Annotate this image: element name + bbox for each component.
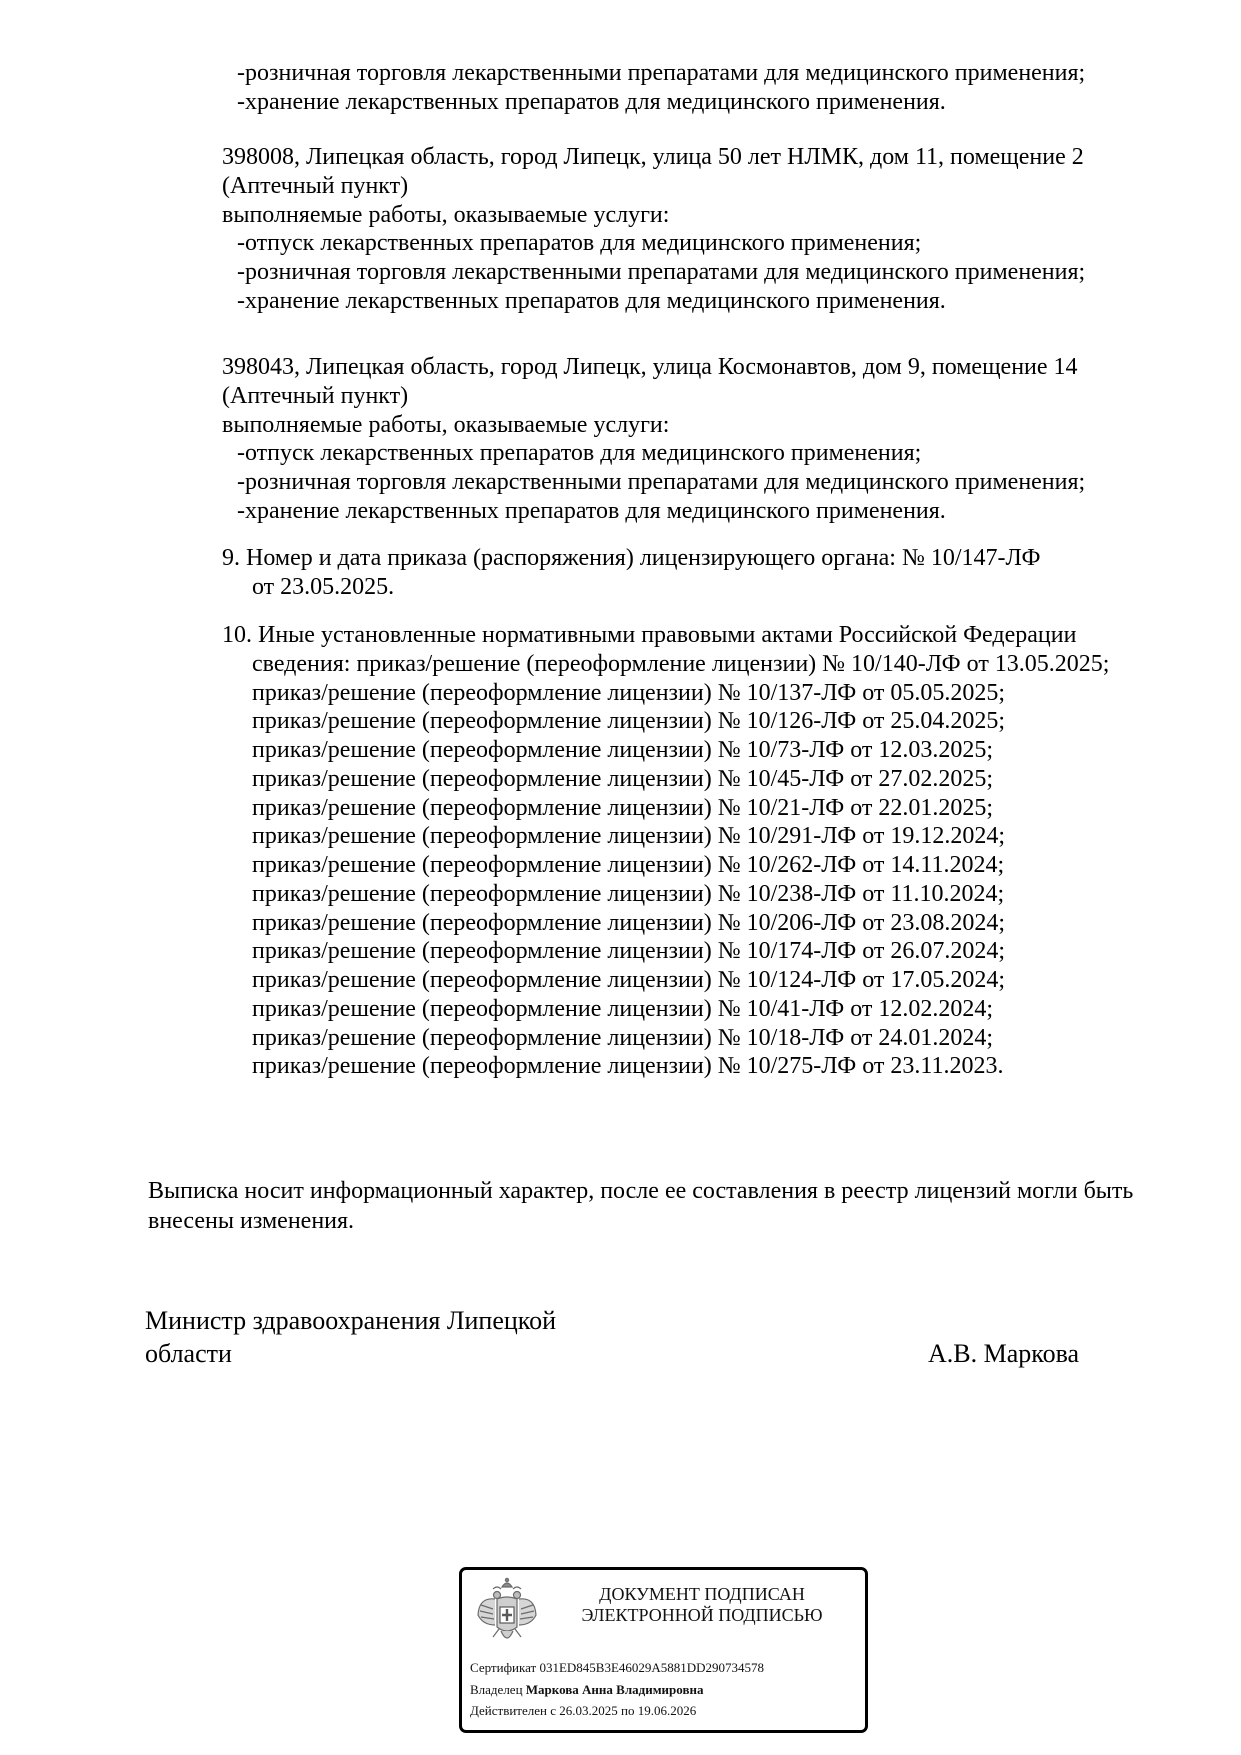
- order-item: приказ/решение (переоформление лицензии) № 10/124-ЛФ от 17.05.2024;: [252, 967, 1006, 993]
- order-item: приказ/решение (переоформление лицензии) № 10/291-ЛФ от 19.12.2024;: [252, 823, 1006, 850]
- stamp-details: [470, 1657, 764, 1722]
- address-block-1: [222, 143, 1085, 316]
- owner-label: Владелец: [470, 1681, 523, 1697]
- item-9-order-number: [222, 544, 1040, 602]
- order-item: приказ/решение (переоформление лицензии) № 10/238-ЛФ от 11.10.2024;: [252, 880, 1005, 907]
- address-type: (Аптечный пункт): [222, 382, 409, 409]
- item-10-line-1: 10. Иные установленные нормативными правовыми актами Российской Федерации: [222, 622, 1077, 648]
- order-item: приказ/решение (переоформление лицензии) № 10/262-ЛФ от 14.11.2024;: [252, 852, 1005, 878]
- item-9-line-2: от 23.05.2025.: [252, 573, 395, 600]
- service-item: -розничная торговля лекарственными препаратами для медицинского применения;: [237, 469, 1086, 495]
- address-block-2: [222, 353, 1085, 526]
- position-line-2: области: [145, 1339, 232, 1368]
- service-item: -отпуск лекарственных препаратов для медицинского применения;: [237, 440, 922, 467]
- order-item: приказ/решение (переоформление лицензии) № 10/275-ЛФ от 23.11.2023.: [252, 1053, 1004, 1080]
- service-item: -хранение лекарственных препаратов для медицинского применения.: [237, 287, 946, 314]
- item-10-other-info: [222, 621, 1109, 1081]
- stamp-title-line-2: ЭЛЕКТРОННОЙ ПОДПИСЬЮ: [581, 1605, 823, 1625]
- certificate-row: [470, 1657, 764, 1679]
- order-item: приказ/решение (переоформление лицензии) № 10/41-ЛФ от 12.02.2024;: [252, 995, 994, 1022]
- address-type: (Аптечный пункт): [222, 172, 409, 199]
- service-item: -хранение лекарственных препаратов для медицинского применения.: [237, 497, 946, 524]
- disclaimer-line-1: Выписка носит информационный характер, после ее составления в реестр лицензий могли быть: [148, 1178, 1134, 1204]
- order-item: приказ/решение (переоформление лицензии) № 10/73-ЛФ от 12.03.2025;: [252, 737, 994, 763]
- stamp-title-line-1: ДОКУМЕНТ ПОДПИСАН: [599, 1584, 805, 1604]
- address-text: 398043, Липецкая область, город Липецк, улица Космонавтов, дом 9, помещение 14: [222, 354, 1078, 380]
- services-label: выполняемые работы, оказываемые услуги:: [222, 411, 670, 438]
- disclaimer: [148, 1176, 1133, 1236]
- stamp-title: [557, 1584, 847, 1626]
- e-signature-stamp: [459, 1567, 868, 1733]
- disclaimer-line-2: внесены изменения.: [148, 1208, 355, 1234]
- service-item: -розничная торговля лекарственными препаратами для медицинского применения;: [237, 60, 1086, 86]
- position-line-1: Министр здравоохранения Липецкой: [145, 1306, 557, 1335]
- order-item: приказ/решение (переоформление лицензии) № 10/174-ЛФ от 26.07.2024;: [252, 938, 1006, 965]
- order-item: приказ/решение (переоформление лицензии) № 10/137-ЛФ от 05.05.2025;: [252, 679, 1006, 706]
- owner-name: Маркова Анна Владимировна: [525, 1681, 704, 1697]
- signatory-name: А.В. Маркова: [928, 1339, 1080, 1368]
- service-item: -отпуск лекарственных препаратов для медицинского применения;: [237, 230, 922, 257]
- services-label: выполняемые работы, оказываемые услуги:: [222, 201, 670, 228]
- order-item: приказ/решение (переоформление лицензии) № 10/21-ЛФ от 22.01.2025;: [252, 794, 994, 821]
- address-text: 398008, Липецкая область, город Липецк, улица 50 лет НЛМК, дом 11, помещение 2: [222, 144, 1084, 170]
- validity-row: Действителен с 26.03.2025 по 19.06.2026: [470, 1703, 697, 1718]
- signatory-position: [145, 1304, 556, 1370]
- certificate-label: Сертификат: [470, 1660, 537, 1675]
- item-10-line-2: сведения: приказ/решение (переоформление лицензии) № 10/140-ЛФ от 13.05.2025;: [252, 650, 1110, 677]
- order-item: приказ/решение (переоформление лицензии) № 10/45-ЛФ от 27.02.2025;: [252, 765, 994, 792]
- order-item: приказ/решение (переоформление лицензии) № 10/18-ЛФ от 24.01.2024;: [252, 1024, 994, 1051]
- service-item: -розничная торговля лекарственными препаратами для медицинского применения;: [237, 259, 1086, 285]
- item-9-line-1: 9. Номер и дата приказа (распоряжения) лицензирующего органа: № 10/147-ЛФ: [222, 545, 1041, 571]
- certificate-number: 031ED845B3E46029A5881DD290734578: [539, 1660, 765, 1675]
- order-item: приказ/решение (переоформление лицензии) № 10/126-ЛФ от 25.04.2025;: [252, 708, 1006, 735]
- double-headed-eagle-icon: [475, 1575, 539, 1651]
- owner-row: [470, 1679, 764, 1701]
- continued-services: [222, 59, 1085, 117]
- service-item: -хранение лекарственных препаратов для медицинского применения.: [237, 88, 946, 115]
- order-item: приказ/решение (переоформление лицензии) № 10/206-ЛФ от 23.08.2024;: [252, 909, 1006, 936]
